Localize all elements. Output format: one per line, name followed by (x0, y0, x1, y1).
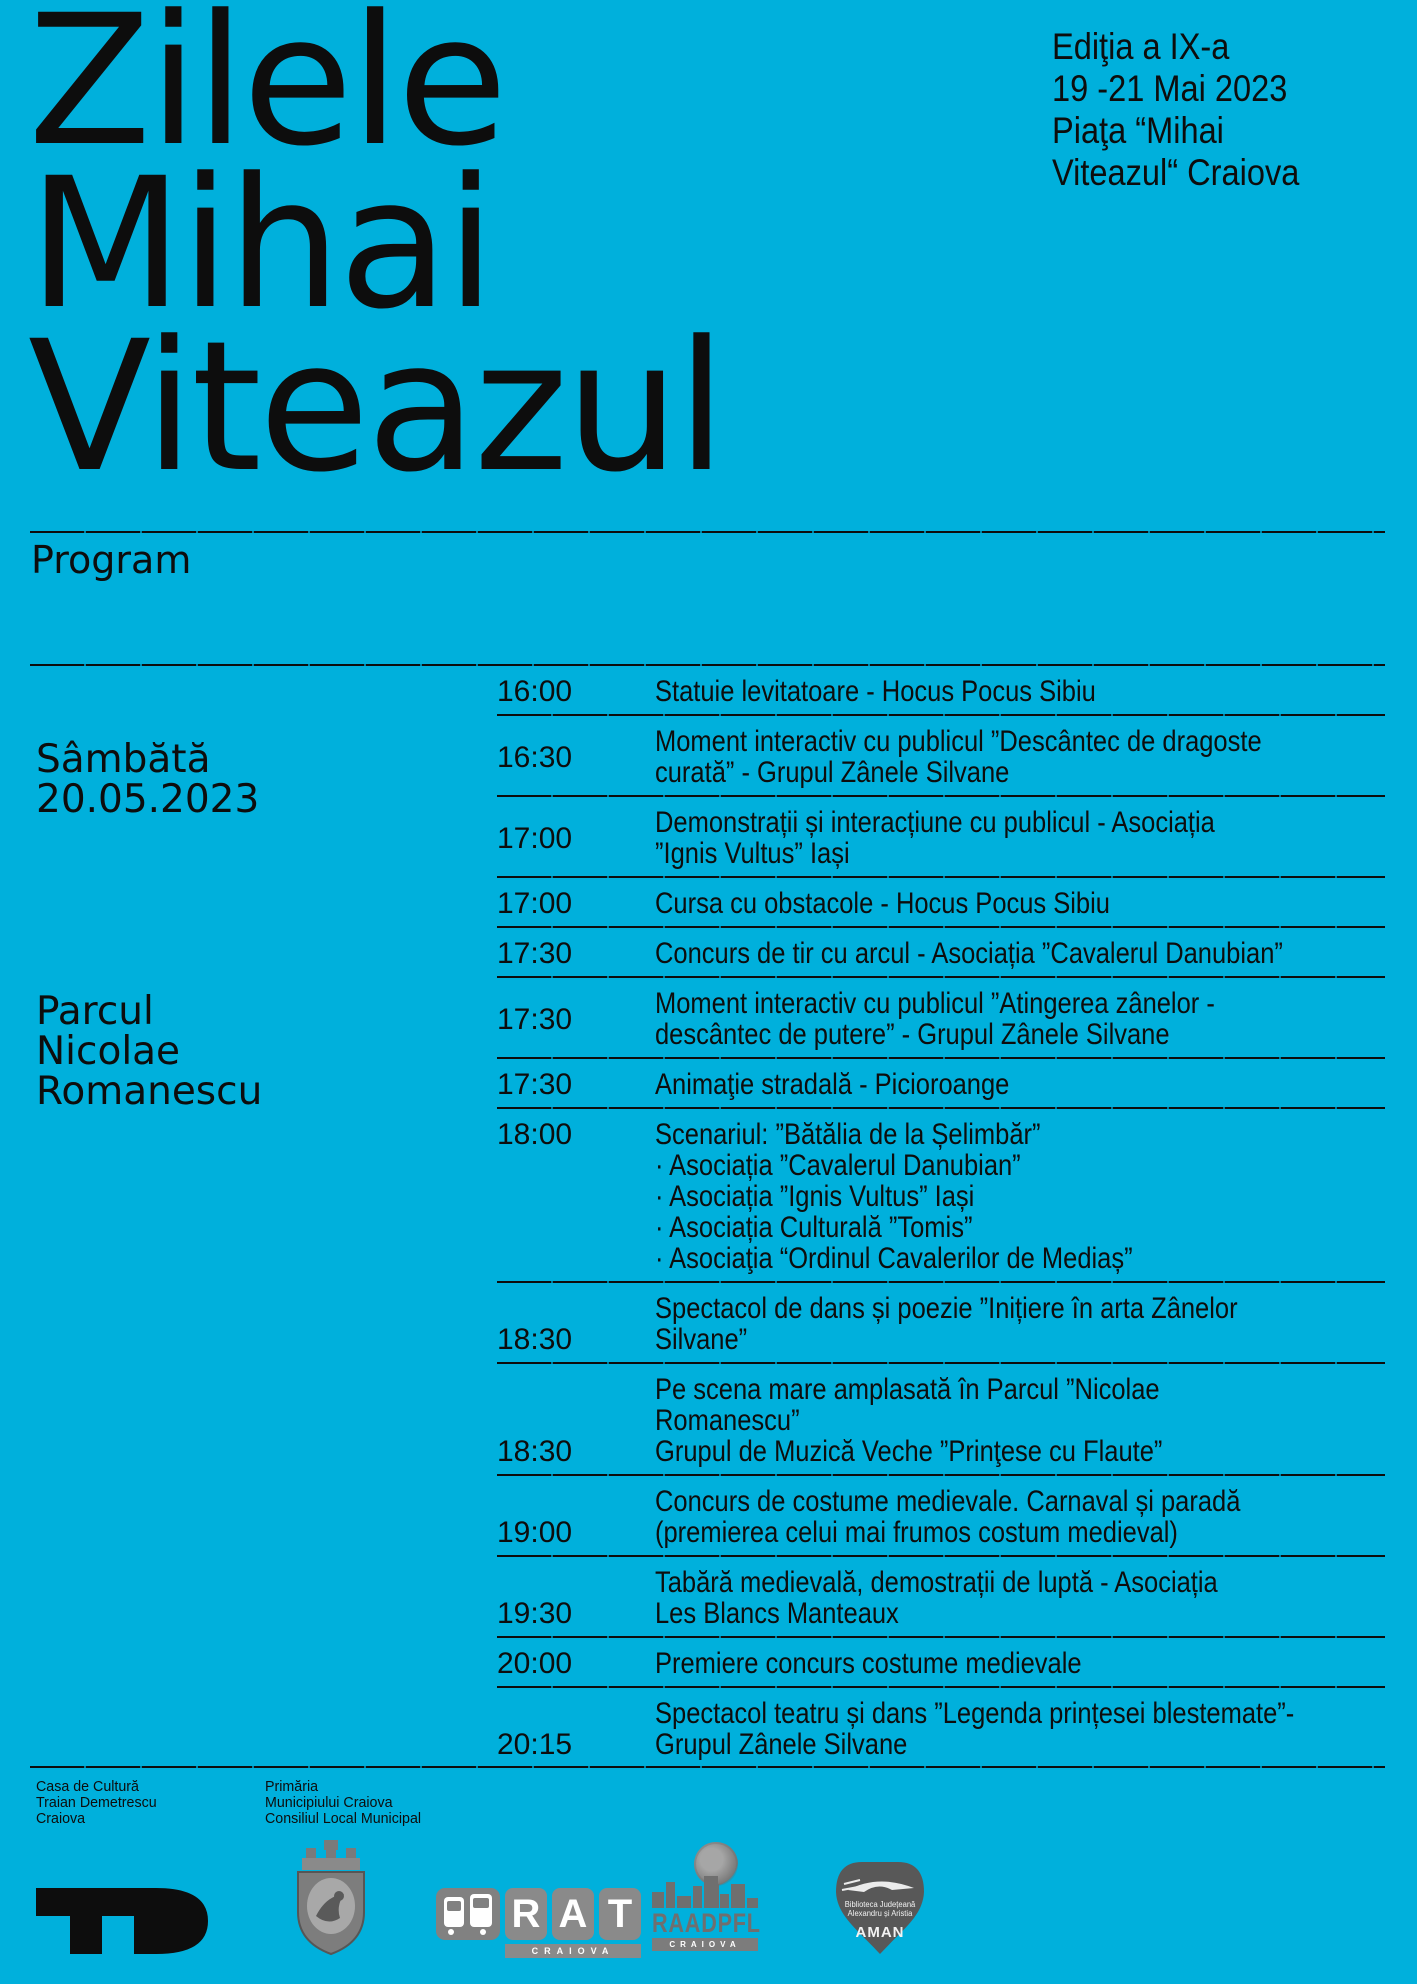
organizer-line: Craiova (36, 1810, 86, 1827)
divider-footer (30, 1766, 1385, 1768)
schedule-time: 20:15 (497, 1728, 573, 1761)
schedule-event-line: · Asociația ”Cavalerul Danubian” (655, 1149, 1021, 1182)
schedule-event-line: Demonstrații și interacțiune cu publicul - Asociația (655, 806, 1215, 839)
schedule-event-line: (premierea celui mai frumos costum medieval) (655, 1516, 1178, 1549)
schedule-event-line: Tabără medievală, demostrații de luptă - Asociația (655, 1566, 1218, 1599)
schedule-event (655, 1688, 1294, 1769)
rat-city-label: CRAIOVA (505, 1944, 641, 1958)
raadpfl-logo (652, 1842, 770, 1960)
event-location-line: Nicolae (36, 1029, 181, 1074)
biblioteca-line: Alexandru și Aristia (847, 1909, 913, 1918)
schedule-row (497, 1557, 1385, 1638)
city-skyline-icon (652, 1874, 758, 1908)
schedule-event (655, 1059, 1276, 1109)
schedule-time: 18:00 (497, 1118, 573, 1151)
schedule-row (497, 878, 1385, 928)
rat-letters (505, 1888, 641, 1956)
organizer-casa-de-cultura (36, 1779, 157, 1827)
schedule-event-line: Les Blancs Manteaux (655, 1597, 899, 1630)
schedule-row (497, 978, 1385, 1059)
schedule-time: 19:00 (497, 1516, 573, 1549)
schedule-row (497, 1283, 1385, 1364)
organizer-line: Primăria (265, 1778, 319, 1795)
schedule-time: 20:00 (497, 1647, 573, 1680)
schedule-row (497, 1109, 1385, 1283)
schedule-event-line: Concurs de costume medievale. Carnaval și paradă (655, 1485, 1241, 1518)
organizer-line: Traian Demetrescu (36, 1794, 157, 1811)
biblioteca-text (830, 1900, 930, 1941)
td-logo (36, 1888, 208, 1959)
rat-letter: A (552, 1888, 594, 1940)
schedule-event-line: descântec de putere” - Grupul Zânele Silvane (655, 1018, 1170, 1051)
schedule-event-line: ”Ignis Vultus” Iași (655, 837, 850, 870)
schedule-row (497, 1638, 1385, 1688)
schedule-event (655, 1364, 1276, 1476)
schedule-event-line: Concurs de tir cu arcul - Asociația ”Cavalerul Danubian” (655, 937, 1283, 970)
schedule-row (497, 1059, 1385, 1109)
organizer-line: Casa de Cultură (36, 1778, 139, 1795)
edition-line: Ediţia a IX-a (1052, 26, 1230, 67)
schedule-event-line: Spectacol de dans și poezie ”Inițiere în arta Zânelor (655, 1292, 1238, 1325)
schedule-event-line: · Asociația Culturală ”Tomis” (655, 1211, 973, 1244)
biblioteca-aman-logo (830, 1856, 930, 1956)
schedule-event-line: Silvane” (655, 1323, 748, 1356)
event-location-line: Romanescu (36, 1069, 263, 1114)
schedule-event (655, 716, 1276, 797)
schedule-event (655, 1557, 1276, 1638)
schedule-event-line: · Asociaţia “Ordinul Cavalerilor de Mediaș” (655, 1242, 1133, 1275)
schedule-event-line: Scenariul: ”Bătălia de la Șelimbăr” (655, 1118, 1041, 1151)
schedule-time: 19:30 (497, 1597, 573, 1630)
rat-letter: T (599, 1888, 641, 1940)
schedule-event (655, 1476, 1276, 1557)
schedule-time: 16:00 (497, 675, 573, 708)
edition-block (1052, 26, 1299, 194)
schedule-row (497, 1688, 1385, 1769)
schedule-event-line: Grupul Zânele Silvane (655, 1728, 908, 1761)
schedule-time: 17:30 (497, 1002, 573, 1036)
rat-letter: R (505, 1888, 547, 1940)
poster-title (28, 0, 724, 512)
schedule-row (497, 1364, 1385, 1476)
event-location (36, 989, 263, 1114)
td-logo-icon (36, 1888, 208, 1954)
schedule-event (655, 1109, 1276, 1283)
schedule-event-line: curată” - Grupul Zânele Silvane (655, 756, 1010, 789)
raadpfl-city-label: CRAIOVA (652, 1938, 758, 1951)
biblioteca-line: AMAN (855, 1924, 905, 1941)
event-location-line: Parcul (36, 989, 154, 1034)
schedule-event (655, 978, 1276, 1059)
event-date-line: 20.05.2023 (36, 777, 260, 822)
divider-above-program (30, 531, 1385, 533)
schedule-event (655, 1283, 1276, 1364)
schedule-event-line: Moment interactiv cu publicul ”Descântec de dragoste (655, 725, 1262, 758)
schedule-time: 17:30 (497, 1068, 573, 1101)
schedule-time: 17:30 (497, 937, 573, 970)
raadpfl-name: RAADPFL (652, 1908, 761, 1938)
schedule-time: 17:00 (497, 887, 573, 920)
schedule-time: 16:30 (497, 740, 573, 774)
program-heading: Program (31, 538, 192, 582)
schedule-row (497, 1476, 1385, 1557)
edition-line: Viteazul“ Craiova (1052, 152, 1300, 193)
schedule-row (497, 797, 1385, 878)
schedule-row (497, 928, 1385, 978)
schedule-event-line: Grupul de Muzică Veche ”Prinţese cu Flaute” (655, 1435, 1163, 1468)
schedule-event-line: Moment interactiv cu publicul ”Atingerea zânelor - (655, 987, 1215, 1020)
organizer-line: Municipiului Craiova (265, 1794, 393, 1811)
schedule-event (655, 1638, 1276, 1688)
rat-craiova-logo (436, 1888, 641, 1956)
title-line: Viteazul (28, 303, 724, 512)
edition-line: Piaţa “Mihai (1052, 110, 1224, 151)
title-line: Mihai (28, 140, 493, 349)
edition-line: 19 -21 Mai 2023 (1052, 68, 1288, 109)
organizer-primaria (265, 1779, 421, 1827)
schedule-event-line: Spectacol teatru și dans ”Legenda prințesei blestemate”- (655, 1697, 1295, 1730)
biblioteca-line: Biblioteca Județeană (844, 1900, 916, 1909)
schedule-event-line: Romanescu” (655, 1404, 800, 1437)
schedule-event-line: Cursa cu obstacole - Hocus Pocus Sibiu (655, 887, 1110, 920)
event-date (36, 737, 260, 822)
schedule-event (655, 797, 1276, 878)
rat-vehicles-icon (436, 1888, 500, 1940)
schedule-event-line: Premiere concurs costume medievale (655, 1647, 1082, 1680)
schedule-table (497, 666, 1385, 1769)
schedule-event (655, 928, 1283, 978)
schedule-event (655, 878, 1276, 928)
organizer-line: Consiliul Local Municipal (265, 1810, 422, 1827)
schedule-event-line: Statuie levitatoare - Hocus Pocus Sibiu (655, 675, 1096, 708)
schedule-row (497, 716, 1385, 797)
event-date-line: Sâmbătă (36, 737, 211, 782)
schedule-row (497, 666, 1385, 716)
schedule-time: 18:30 (497, 1323, 573, 1356)
craiova-coat-of-arms-icon (290, 1840, 372, 1961)
schedule-event-line: Animaţie stradală - Picioroange (655, 1068, 1010, 1101)
schedule-event-line: Pe scena mare amplasată în Parcul ”Nicolae (655, 1373, 1160, 1406)
title-line: Zilele (28, 0, 505, 186)
schedule-time: 17:00 (497, 821, 573, 855)
schedule-event (655, 666, 1276, 716)
schedule-event-line: · Asociația ”Ignis Vultus” Iași (655, 1180, 975, 1213)
schedule-time: 18:30 (497, 1435, 573, 1468)
